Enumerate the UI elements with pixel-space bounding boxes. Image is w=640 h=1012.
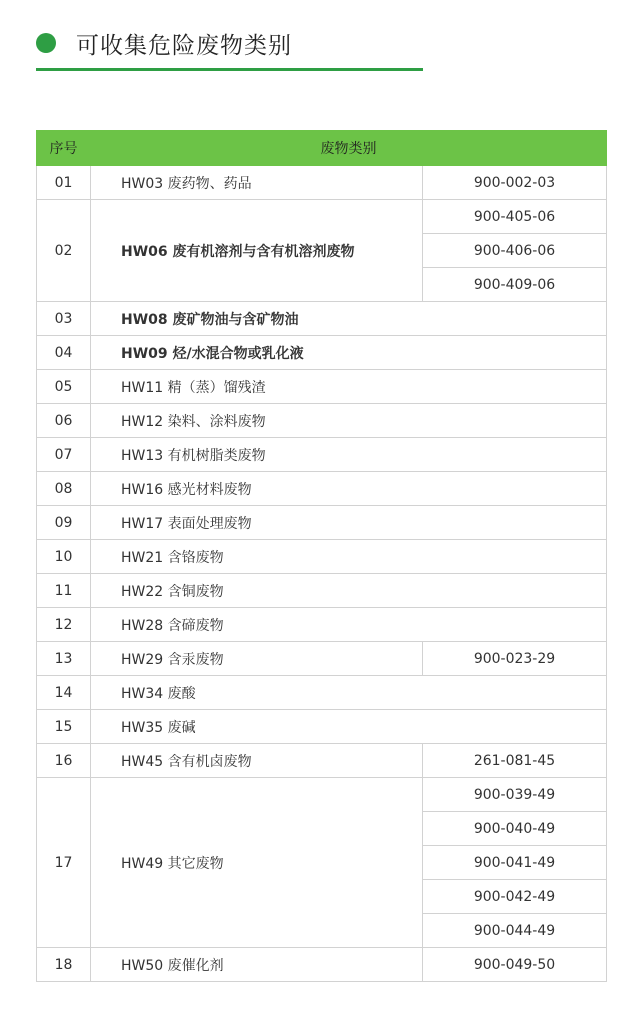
header-serial-no: 序号 bbox=[37, 131, 91, 166]
table-row bbox=[37, 744, 607, 778]
row-no: 05 bbox=[37, 370, 91, 404]
row-no: 11 bbox=[37, 574, 91, 608]
page-heading bbox=[36, 26, 292, 60]
row-category: HW21 含铬废物 bbox=[91, 540, 607, 574]
table-row bbox=[37, 404, 607, 438]
row-category: HW08 废矿物油与含矿物油 bbox=[91, 302, 607, 336]
row-code: 900-409-06 bbox=[423, 268, 607, 302]
row-code: 900-405-06 bbox=[423, 200, 607, 234]
row-category: HW03 废药物、药品 bbox=[91, 166, 423, 200]
row-code: 900-039-49 bbox=[423, 778, 607, 812]
table-row bbox=[37, 166, 607, 200]
header-waste-category: 废物类别 bbox=[91, 131, 607, 166]
row-no: 16 bbox=[37, 744, 91, 778]
page-title: 可收集危险废物类别 bbox=[76, 32, 292, 59]
row-category: HW17 表面处理废物 bbox=[91, 506, 607, 540]
table-row bbox=[37, 506, 607, 540]
table-row bbox=[37, 302, 607, 336]
row-no: 10 bbox=[37, 540, 91, 574]
row-category: HW06 废有机溶剂与含有机溶剂废物 bbox=[91, 200, 423, 302]
row-category: HW16 感光材料废物 bbox=[91, 472, 607, 506]
row-code: 900-040-49 bbox=[423, 812, 607, 846]
table-row bbox=[37, 778, 607, 812]
row-code: 900-041-49 bbox=[423, 846, 607, 880]
row-no: 04 bbox=[37, 336, 91, 370]
table-row bbox=[37, 948, 607, 982]
row-code: 900-044-49 bbox=[423, 914, 607, 948]
bullet-dot-icon bbox=[36, 33, 56, 53]
row-code: 900-049-50 bbox=[423, 948, 607, 982]
table-row bbox=[37, 336, 607, 370]
row-no: 18 bbox=[37, 948, 91, 982]
table-row bbox=[37, 608, 607, 642]
row-no: 02 bbox=[37, 200, 91, 302]
title-underline bbox=[36, 68, 423, 71]
table-row bbox=[37, 472, 607, 506]
table-row bbox=[37, 200, 607, 234]
row-code: 261-081-45 bbox=[423, 744, 607, 778]
table-row bbox=[37, 574, 607, 608]
row-no: 17 bbox=[37, 778, 91, 948]
row-category: HW35 废碱 bbox=[91, 710, 607, 744]
row-category: HW22 含铜废物 bbox=[91, 574, 607, 608]
row-category: HW12 染料、涂料废物 bbox=[91, 404, 607, 438]
row-no: 13 bbox=[37, 642, 91, 676]
table-row bbox=[37, 438, 607, 472]
row-category: HW09 烃/水混合物或乳化液 bbox=[91, 336, 607, 370]
row-category: HW29 含汞废物 bbox=[91, 642, 423, 676]
row-no: 14 bbox=[37, 676, 91, 710]
row-no: 03 bbox=[37, 302, 91, 336]
row-no: 15 bbox=[37, 710, 91, 744]
waste-category-table bbox=[36, 130, 607, 982]
table-row bbox=[37, 676, 607, 710]
row-no: 09 bbox=[37, 506, 91, 540]
table-header-row bbox=[37, 131, 607, 166]
row-no: 12 bbox=[37, 608, 91, 642]
table-row bbox=[37, 710, 607, 744]
row-category: HW11 精（蒸）馏残渣 bbox=[91, 370, 607, 404]
row-no: 07 bbox=[37, 438, 91, 472]
table-row bbox=[37, 642, 607, 676]
row-no: 01 bbox=[37, 166, 91, 200]
table-row bbox=[37, 370, 607, 404]
row-code: 900-406-06 bbox=[423, 234, 607, 268]
row-no: 08 bbox=[37, 472, 91, 506]
row-category: HW34 废酸 bbox=[91, 676, 607, 710]
row-category: HW28 含碲废物 bbox=[91, 608, 607, 642]
row-category: HW50 废催化剂 bbox=[91, 948, 423, 982]
row-code: 900-002-03 bbox=[423, 166, 607, 200]
row-category: HW49 其它废物 bbox=[91, 778, 423, 948]
row-code: 900-023-29 bbox=[423, 642, 607, 676]
row-no: 06 bbox=[37, 404, 91, 438]
row-code: 900-042-49 bbox=[423, 880, 607, 914]
row-category: HW45 含有机卤废物 bbox=[91, 744, 423, 778]
table-row bbox=[37, 540, 607, 574]
row-category: HW13 有机树脂类废物 bbox=[91, 438, 607, 472]
